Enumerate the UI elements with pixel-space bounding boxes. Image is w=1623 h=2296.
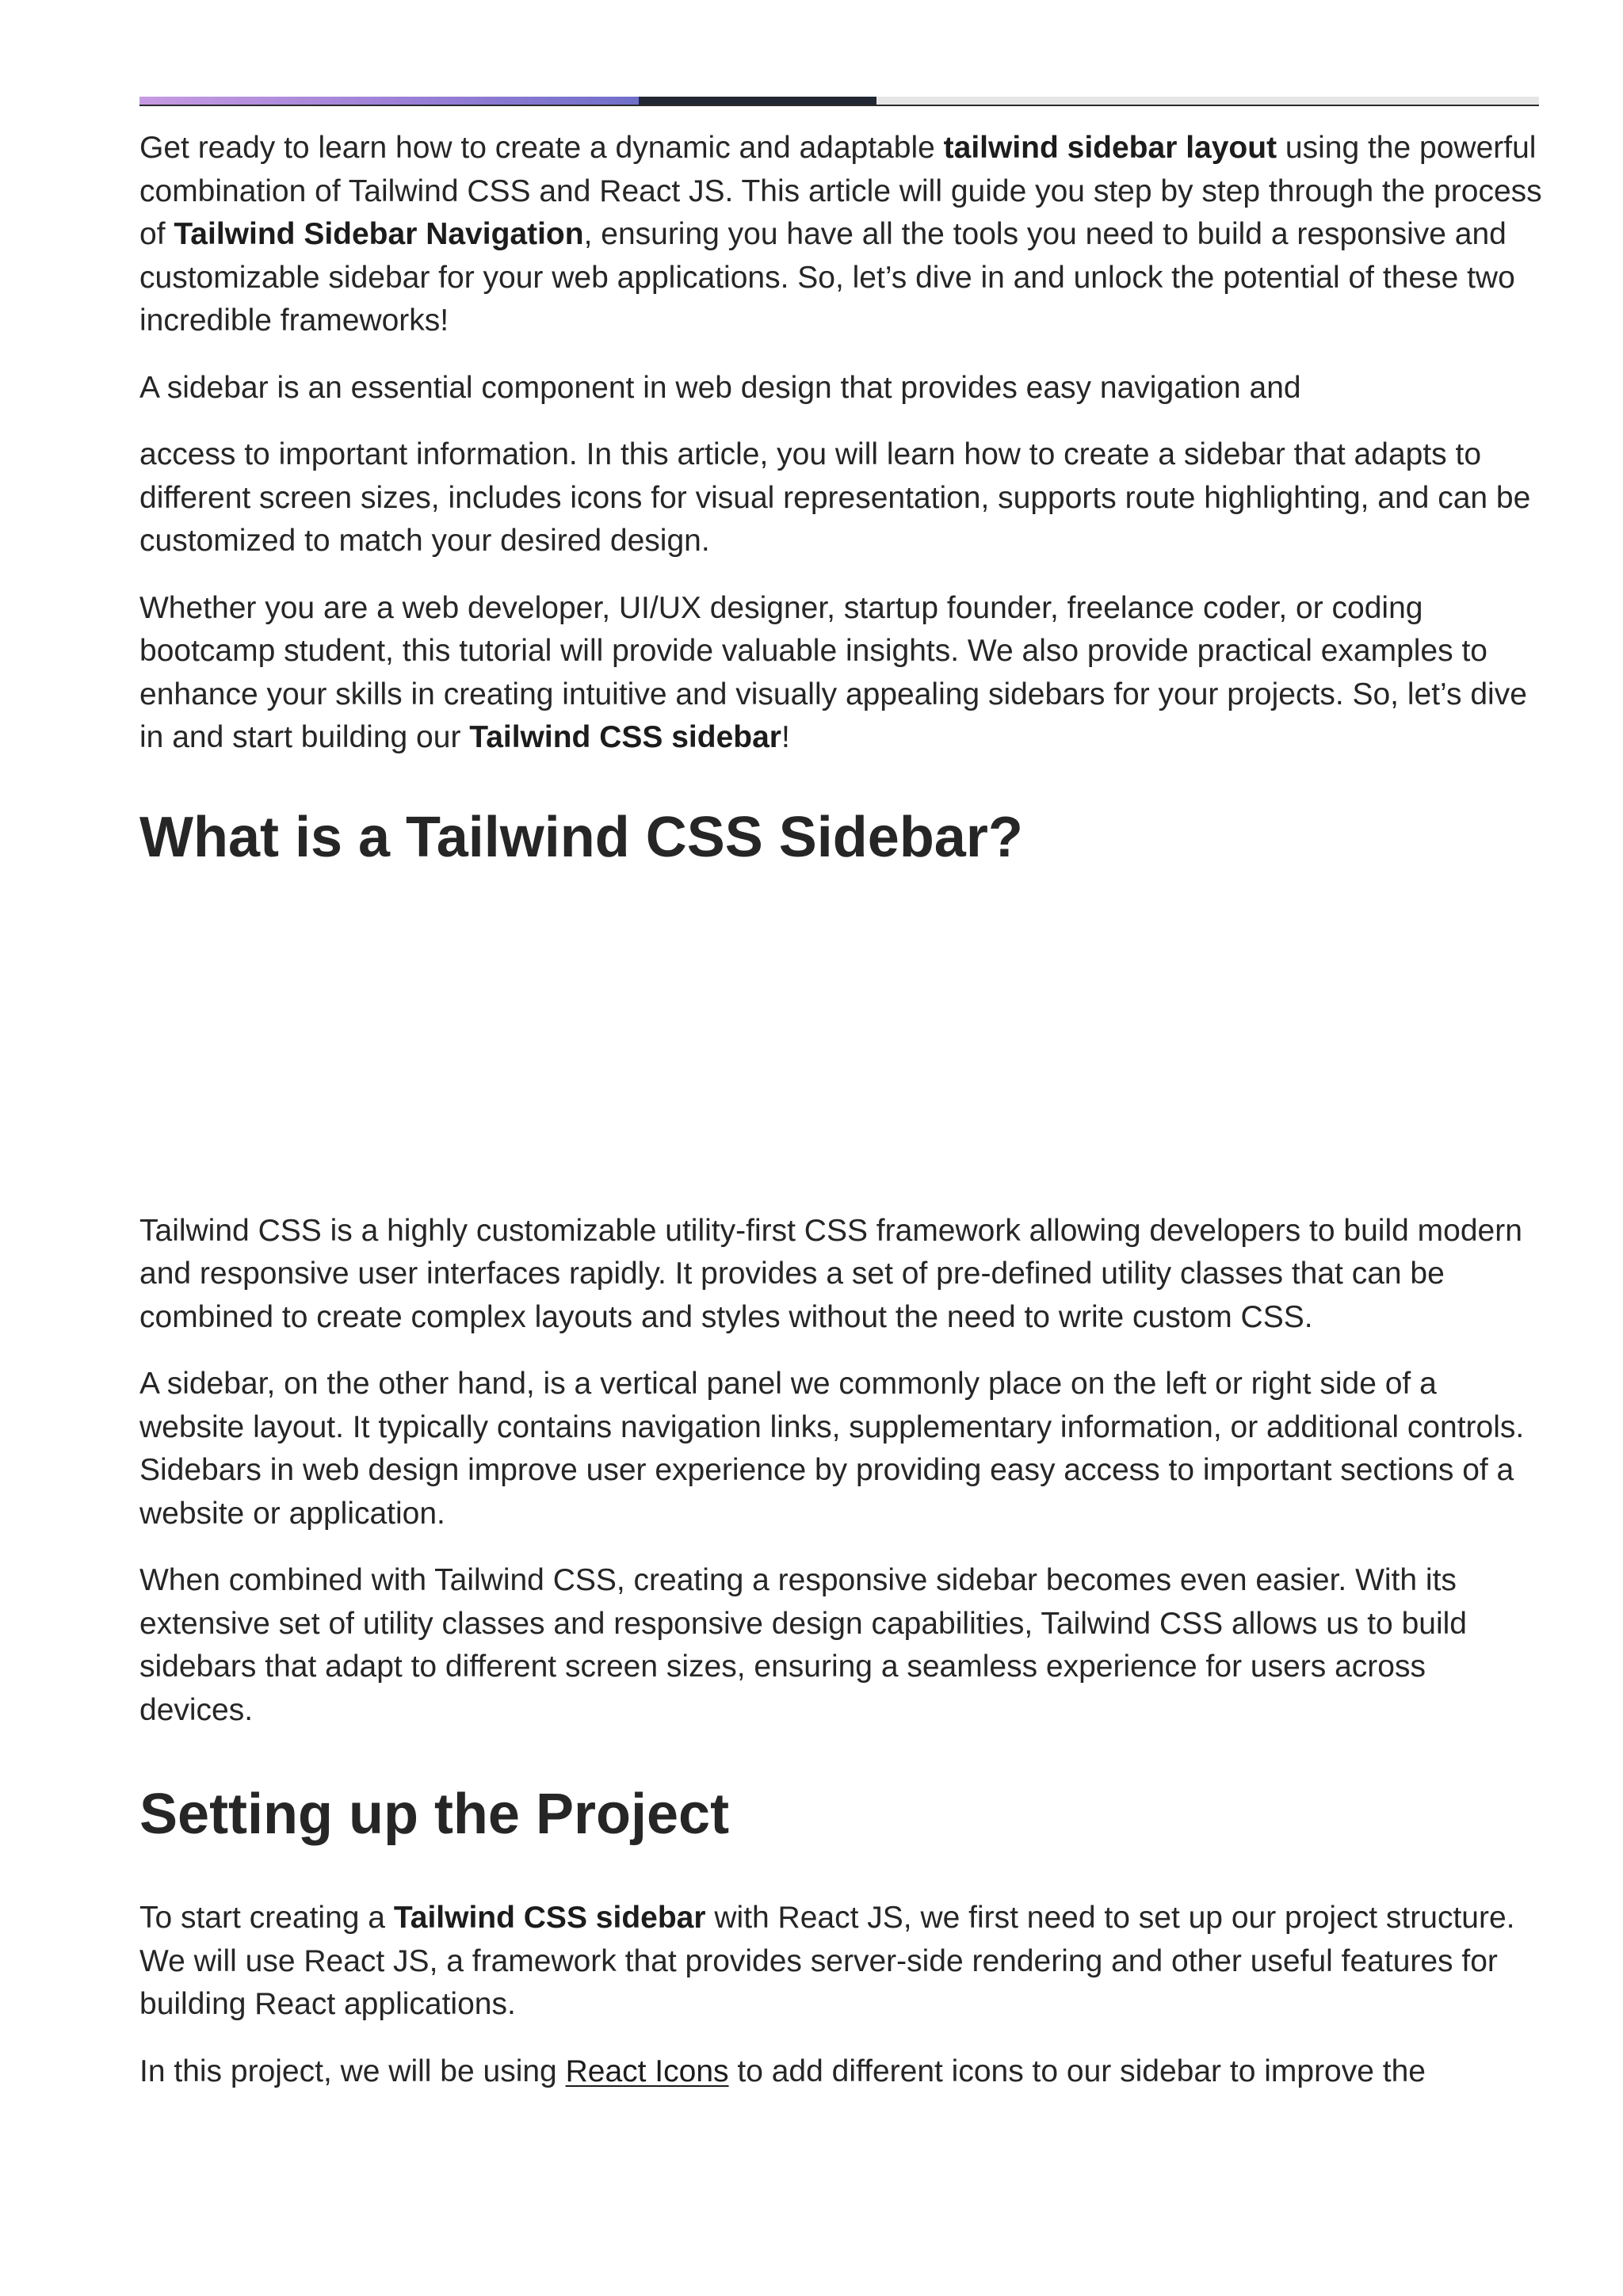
bold-keyword: Tailwind CSS sidebar: [469, 720, 781, 754]
progress-baseline: [139, 105, 1539, 106]
tailwind-definition-paragraph: Tailwind CSS is a highly customizable utility-first CSS framework allowing developers to build modern and responsive user interfaces rapidly. It provides a set of pre-defined utility classes that can be combined to create complex layouts and styles without the need to write custom CSS.: [139, 1213, 1522, 1334]
bold-keyword: Tailwind CSS sidebar: [393, 1901, 706, 1935]
sidebar-intro-paragraph: A sidebar is an essential component in web design that provides easy navigation and: [139, 370, 1301, 405]
blank-ad-space: [139, 871, 1542, 1210]
react-icons-link[interactable]: React Icons: [565, 2054, 729, 2088]
text-run: In this project, we will be using: [139, 2054, 566, 2088]
bold-keyword: tailwind sidebar layout: [943, 131, 1277, 165]
section-heading-what-is: What is a Tailwind CSS Sidebar?: [139, 805, 1023, 869]
text-run: Get ready to learn how to create a dynamic and adaptable: [139, 131, 944, 165]
text-run: , ensuring you have all the tools you need to build a responsive and customizable sidebar for your web applications. So, let’s dive in and unlock the potential of these two incredible frameworks!: [139, 217, 1515, 338]
sidebar-features-paragraph: access to important information. In this article, you will learn how to create a sidebar that adapts to different screen sizes, includes icons for visual representation, supports route highlighting, and can be customized to match your desired design.: [139, 437, 1531, 558]
reading-progress-bar: [139, 97, 1539, 106]
intro-paragraph: [139, 127, 1542, 343]
section-heading-setup: Setting up the Project: [139, 1783, 730, 1846]
article-body: [139, 127, 1542, 2093]
text-run: with React JS, we first need to set up our project structure. We will use React JS, a framework that provides server-side rendering and other useful features for building React applications.: [139, 1901, 1515, 2021]
text-run: using the powerful combination of Tailwind CSS and React JS. This article will guide you step by step through the process of: [139, 131, 1542, 251]
react-icons-paragraph: [139, 2050, 1542, 2094]
setup-paragraph: [139, 1897, 1542, 2027]
text-run: !: [781, 720, 790, 754]
bold-keyword: Tailwind Sidebar Navigation: [174, 217, 584, 251]
sidebar-definition-paragraph: A sidebar, on the other hand, is a vertical panel we commonly place on the left or right side of a website layout. It typically contains navigation links, supplementary information, or additional controls. Sidebars in web design improve user experience by providing easy access to important sections of a website or application.: [139, 1367, 1525, 1531]
text-run: to add different icons to our sidebar to improve the: [728, 2054, 1426, 2088]
audience-paragraph: [139, 587, 1542, 760]
text-run: To start creating a: [139, 1901, 394, 1935]
combined-benefits-paragraph: When combined with Tailwind CSS, creating a responsive sidebar becomes even easier. With its extensive set of utility classes and responsive design capabilities, Tailwind CSS allows us to build sidebars that adapt to different screen sizes, ensuring a seamless experience for users across devices.: [139, 1563, 1467, 1727]
text-run: Whether you are a web developer, UI/UX designer, startup founder, freelance coder, or coding bootcamp student, this tutorial will provide valuable insights. We also provide practical examples to enhance your skills in creating intuitive and visually appealing sidebars for your projects. So, let’s dive in and start building our: [139, 590, 1527, 754]
